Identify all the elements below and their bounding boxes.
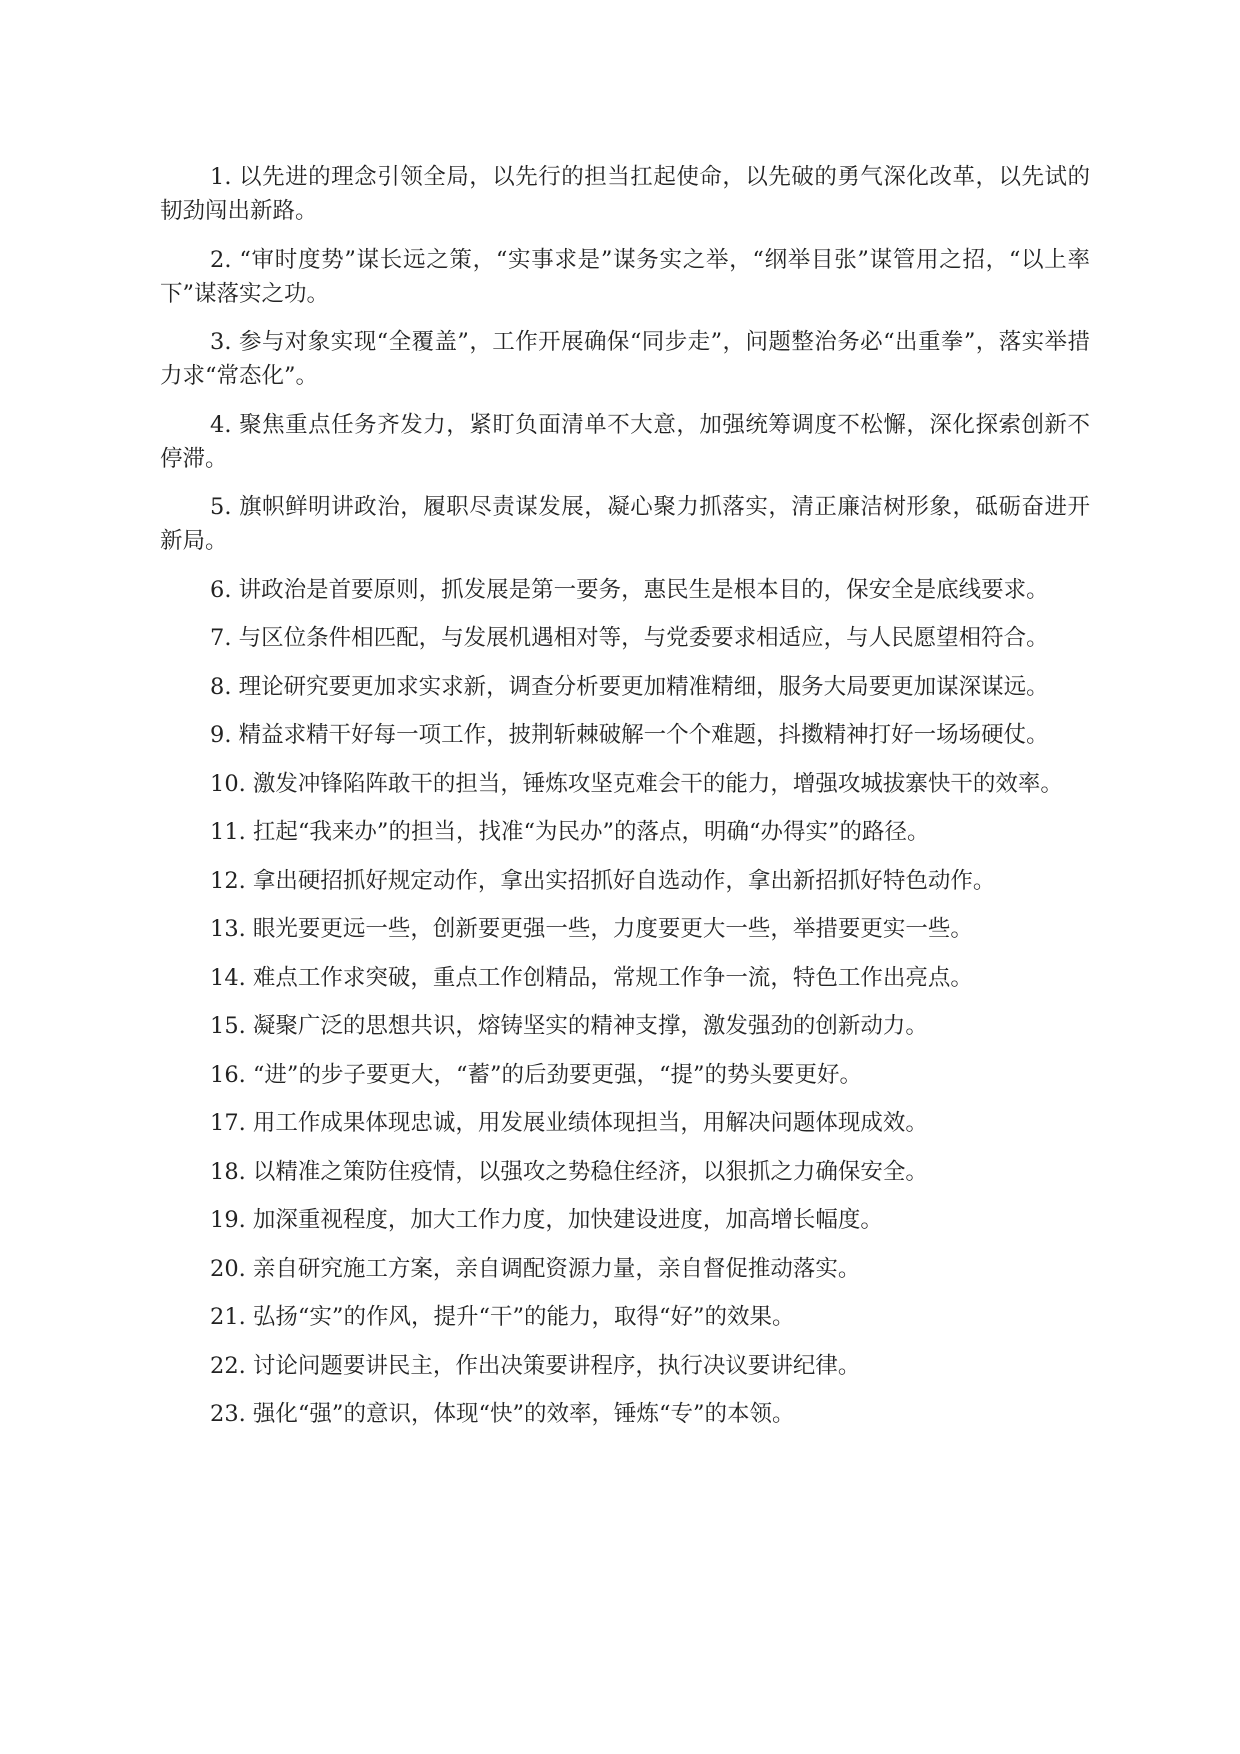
list-item: 3. 参与对象实现“全覆盖”，工作开展确保“同步走”，问题整治务必“出重拳”，落实举措力求“常态化”。 <box>160 329 1090 389</box>
list-item: 8. 理论研究要更加求实求新，调查分析要更加精准精细，服务大局要更加谋深谋远。 <box>210 673 1049 700</box>
list-item: 14. 难点工作求突破，重点工作创精品，常规工作争一流，特色工作出亮点。 <box>210 964 973 991</box>
list-item: 21. 弘扬“实”的作风，提升“干”的能力，取得“好”的效果。 <box>210 1304 795 1330</box>
list-item: 12. 拿出硬招抓好规定动作，拿出实招抓好自选动作，拿出新招抓好特色动作。 <box>210 867 996 894</box>
list-item: 17. 用工作成果体现忠诚，用发展业绩体现担当，用解决问题体现成效。 <box>210 1110 928 1136</box>
list-item: 4. 聚焦重点任务齐发力，紧盯负面清单不大意，加强统筹调度不松懈，深化探索创新不停滞。 <box>160 411 1090 472</box>
list-item: 19. 加深重视程度，加大工作力度，加快建设进度，加高增长幅度。 <box>210 1207 883 1233</box>
list-item: 13. 眼光要更远一些，创新要更强一些，力度要更大一些，举措要更实一些。 <box>210 916 973 942</box>
list-item: 2. “审时度势”谋长远之策，“实事求是”谋务实之举，“纲举目张”谋管用之招，“以上率下”谋落实之功。 <box>160 246 1090 307</box>
list-item: 11. 扛起“我来办”的担当，找准“为民办”的落点，明确“办得实”的路径。 <box>210 819 930 845</box>
list-item: 16. “进”的步子要更大，“蓄”的后劲要更强，“提”的势头要更好。 <box>210 1061 862 1088</box>
list-item: 9. 精益求精干好每一项工作，披荆斩棘破解一个个难题，抖擞精神打好一场场硬仗。 <box>210 722 1049 748</box>
list-item: 7. 与区位条件相匹配，与发展机遇相对等，与党委要求相适应，与人民愿望相符合。 <box>210 625 1049 651</box>
document-body <box>160 160 1090 1446</box>
list-item: 10. 激发冲锋陷阵敢干的担当，锤炼攻坚克难会干的能力，增强攻城拔寨快干的效率。 <box>210 770 1063 797</box>
list-item: 18. 以精准之策防住疫情，以强攻之势稳住经济，以狠抓之力确保安全。 <box>210 1158 928 1185</box>
list-item: 1. 以先进的理念引领全局，以先行的担当扛起使命，以先破的勇气深化改革，以先试的韧劲闯出新路。 <box>160 164 1090 224</box>
list-item: 20. 亲自研究施工方案，亲自调配资源力量，亲自督促推动落实。 <box>210 1255 861 1282</box>
list-item: 22. 讨论问题要讲民主，作出决策要讲程序，执行决议要讲纪律。 <box>210 1352 861 1379</box>
list-item: 6. 讲政治是首要原则，抓发展是第一要务，惠民生是根本目的，保安全是底线要求。 <box>210 576 1049 603</box>
list-item: 15. 凝聚广泛的思想共识，熔铸坚实的精神支撑，激发强劲的创新动力。 <box>210 1013 928 1039</box>
list-item: 5. 旗帜鲜明讲政治，履职尽责谋发展，凝心聚力抓落实，清正廉洁树形象，砥砺奋进开新局。 <box>160 494 1090 554</box>
list-item: 23. 强化“强”的意识，体现“快”的效率，锤炼“专”的本领。 <box>210 1401 795 1427</box>
